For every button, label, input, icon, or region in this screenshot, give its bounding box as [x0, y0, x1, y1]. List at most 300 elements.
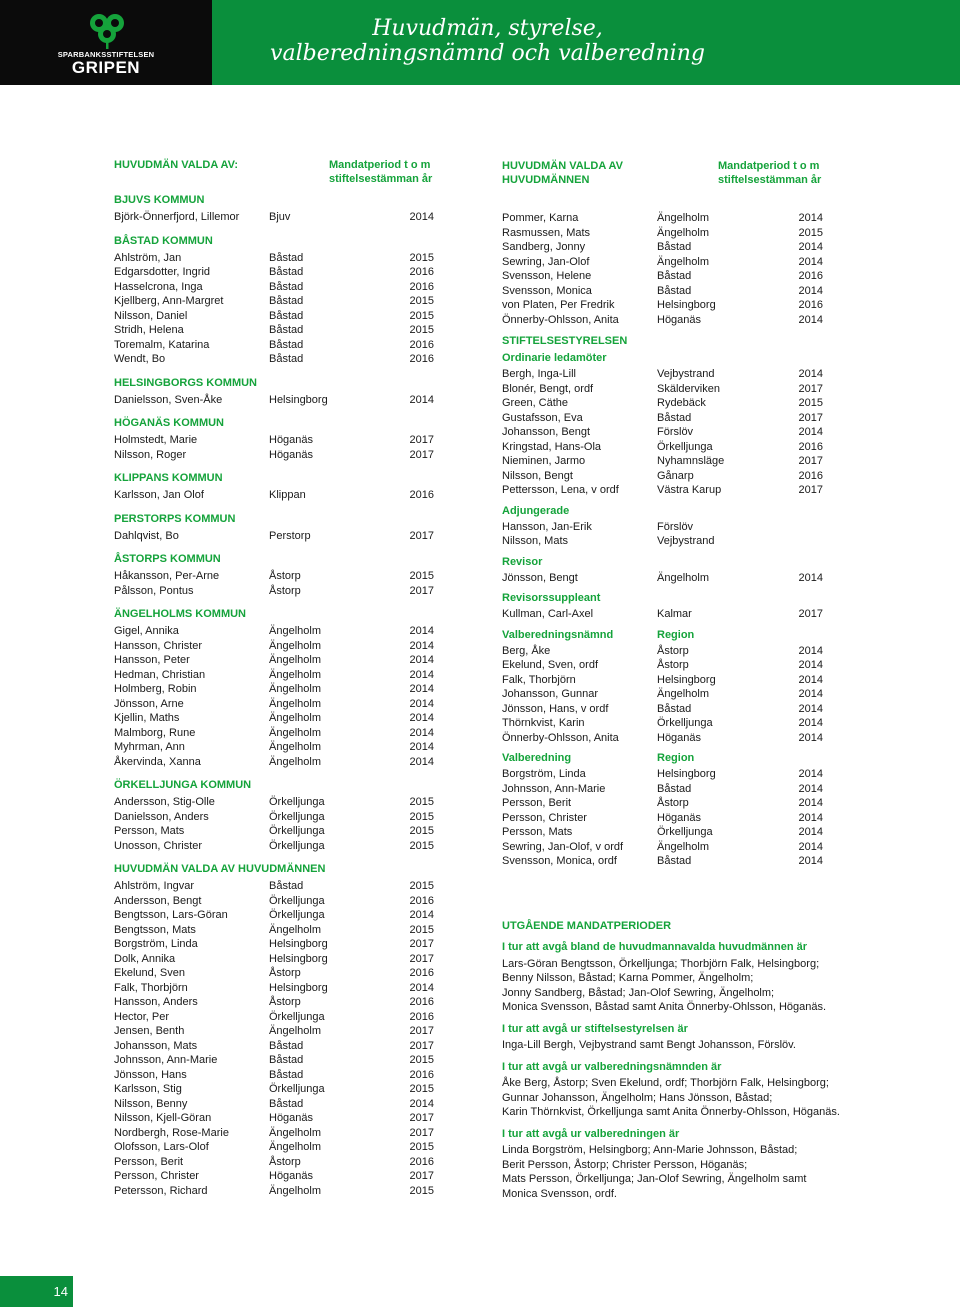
member-place: Helsingborg: [269, 952, 328, 965]
member-year: 2015: [409, 251, 434, 264]
member-year: 2014: [798, 313, 823, 326]
section-title: HUVUDMÄN VALDA AV HUVUDMÄNNEN: [114, 863, 326, 875]
board-title-text: STIFTELSESTYRELSEN: [502, 335, 628, 347]
list-item: [502, 854, 823, 869]
outgoing-heading: I tur att avgå ur valberedningsnämnden är: [502, 1060, 722, 1073]
member-year: 2014: [409, 211, 434, 223]
outgoing-line: Karin Thörnkvist, Örkelljunga samt Anita Önnerby-Ohlsson, Höganäs.: [502, 1106, 840, 1118]
list-item: [114, 981, 434, 996]
member-name: Svensson, Helene: [502, 270, 592, 282]
list-item: [114, 433, 434, 448]
member-year: 2015: [409, 309, 434, 322]
member-year: 2017: [798, 608, 823, 620]
outgoing-heading: I tur att avgå ur valberedningen är: [502, 1127, 680, 1140]
list-item: [114, 448, 434, 463]
section-rows: [114, 488, 434, 503]
group-heading: [502, 349, 823, 367]
group-rows: [502, 607, 823, 622]
list-item: [114, 624, 434, 639]
member-place: Västra Karup: [657, 484, 722, 496]
section-heading: [114, 598, 434, 622]
member-year: 2017: [798, 484, 823, 496]
section-rows: [114, 879, 434, 1198]
member-name: Falk, Thorbjörn: [502, 673, 576, 686]
member-year: 2014: [409, 741, 434, 753]
member-place: Åstorp: [269, 1155, 301, 1168]
member-year: 2014: [798, 644, 823, 657]
group-region-label: Region: [657, 628, 695, 641]
member-year: 2017: [409, 1039, 434, 1052]
list-item: [114, 795, 434, 810]
page-title: [215, 16, 760, 66]
list-item: [114, 810, 434, 825]
group-title: Revisor: [502, 555, 543, 568]
member-year: 2016: [409, 967, 434, 979]
member-place: Ängelholm: [269, 726, 321, 739]
member-place: Ängelholm: [269, 654, 321, 666]
section-heading: [114, 543, 434, 567]
member-name: Danielsson, Sven-Åke: [114, 393, 223, 406]
org-name-line1: SPARBANKSSTIFTELSEN: [57, 50, 155, 59]
member-place: Ängelholm: [269, 1141, 321, 1153]
list-item: [502, 284, 823, 299]
section-heading: [114, 367, 434, 391]
group-heading: [502, 745, 823, 767]
member-place: Ängelholm: [657, 840, 709, 853]
board-title: [502, 329, 823, 349]
member-year: 2014: [798, 659, 823, 671]
member-name: Åkervinda, Xanna: [114, 755, 201, 768]
member-place: Ängelholm: [269, 1184, 321, 1197]
member-year: 2014: [409, 697, 434, 710]
list-item: [114, 1111, 434, 1126]
member-place: Båstad: [657, 782, 692, 795]
list-item: [114, 1126, 434, 1141]
member-year: 2014: [409, 668, 434, 681]
page-title-line2: valberedningsnämnd och valberedning: [270, 41, 705, 66]
member-year: 2017: [409, 952, 434, 965]
member-year: 2016: [409, 280, 434, 293]
member-name: Persson, Christer: [114, 1170, 199, 1182]
outgoing-line: Berit Persson, Åstorp; Christer Persson, Höganäs;: [502, 1158, 748, 1171]
right-header-period-line2: stiftelsestämman år: [718, 174, 822, 186]
list-item: [502, 298, 823, 313]
group-title: Valberedning: [502, 752, 572, 764]
group-title: Adjungerade: [502, 504, 570, 517]
member-year: 2017: [409, 938, 434, 950]
list-item: [502, 571, 823, 586]
member-place: Örkelljunga: [269, 796, 325, 808]
member-place: Åstorp: [269, 996, 301, 1008]
member-name: Nilsson, Benny: [114, 1097, 188, 1110]
list-item: [502, 673, 823, 688]
member-year: 2014: [798, 571, 823, 584]
section-rows: [114, 624, 434, 769]
member-place: Åstorp: [657, 797, 689, 809]
list-item: [114, 639, 434, 654]
member-year: 2015: [409, 923, 434, 936]
member-name: Pålsson, Pontus: [114, 584, 194, 597]
member-place: Helsingborg: [657, 673, 716, 686]
member-name: Hansson, Anders: [114, 996, 198, 1008]
group-rows: [502, 367, 823, 498]
section-rows: [114, 795, 434, 853]
org-name-line2: GRIPEN: [71, 58, 141, 77]
list-item: [114, 294, 434, 309]
outgoing-line: Benny Nilsson, Båstad; Karna Pommer, Ängelholm;: [502, 972, 754, 984]
list-item: [502, 796, 823, 811]
member-name: Wendt, Bo: [114, 353, 166, 365]
member-name: Sewring, Jan-Olof, v ordf: [502, 840, 624, 853]
group-rows: [502, 644, 823, 746]
member-year: 2015: [409, 324, 434, 336]
member-place: Båstad: [269, 880, 304, 892]
list-item: [114, 210, 434, 225]
member-place: Åstorp: [657, 644, 689, 657]
list-item: [114, 251, 434, 266]
member-place: Båstad: [269, 251, 304, 264]
group-region-label: Region: [657, 752, 695, 764]
member-place: Båstad: [269, 338, 304, 351]
list-item: [114, 711, 434, 726]
list-item: [502, 767, 823, 782]
member-year: 2016: [798, 299, 823, 311]
right-header-label-line2: HUVUDMÄNNEN: [502, 174, 590, 186]
outgoing-line: Linda Borgström, Helsingborg; Ann-Marie Johnsson, Båstad;: [502, 1144, 798, 1156]
member-name: Sewring, Jan-Olof: [502, 255, 590, 268]
member-place: Ängelholm: [269, 683, 321, 695]
member-year: 2014: [409, 981, 434, 994]
member-place: Ängelholm: [269, 923, 321, 936]
member-place: Skälderviken: [657, 382, 720, 395]
member-year: 2014: [798, 212, 823, 224]
member-name: Önnerby-Ohlsson, Anita: [502, 313, 619, 326]
member-place: Helsingborg: [269, 393, 328, 406]
member-name: Gigel, Annika: [114, 625, 179, 637]
member-place: Höganäs: [269, 1170, 314, 1182]
outgoing-line: Inga-Lill Bergh, Vejbystrand samt Bengt Johansson, Förslöv.: [502, 1039, 796, 1051]
left-header-period: [329, 158, 432, 186]
member-name: Hansson, Jan-Erik: [502, 520, 592, 533]
member-place: Förslöv: [657, 520, 694, 533]
section-heading: [114, 503, 434, 527]
member-year: 2016: [798, 270, 823, 282]
member-year: 2015: [409, 1054, 434, 1066]
list-item: [502, 255, 823, 270]
outgoing-title: UTGÅENDE MANDATPERIODER: [502, 920, 672, 932]
member-name: Ahlström, Jan: [114, 251, 182, 264]
member-place: Ängelholm: [269, 668, 321, 681]
page-header: [0, 0, 960, 85]
list-item: [502, 367, 823, 382]
member-place: Vejbystrand: [657, 535, 715, 547]
member-year: 2014: [798, 368, 823, 380]
page-number-box: [0, 1276, 73, 1307]
member-year: 2014: [798, 688, 823, 700]
member-year: 2017: [409, 1112, 434, 1124]
member-year: 2015: [798, 397, 823, 409]
member-name: Nieminen, Jarmo: [502, 455, 586, 467]
right-header-period-line1: Mandatperiod t o m: [718, 160, 820, 172]
member-place: Båstad: [269, 324, 304, 336]
member-year: 2016: [409, 1068, 434, 1081]
list-item: [502, 687, 823, 702]
list-item: [114, 908, 434, 923]
member-place: Helsingborg: [657, 768, 716, 780]
member-name: Kullman, Carl-Axel: [502, 608, 594, 620]
list-item: [114, 1140, 434, 1155]
member-place: Örkelljunga: [269, 909, 325, 921]
member-name: Falk, Thorbjörn: [114, 981, 188, 994]
member-year: 2017: [409, 584, 434, 597]
member-year: 2014: [798, 673, 823, 686]
list-item: [114, 740, 434, 755]
member-name: Holmberg, Robin: [114, 683, 197, 695]
member-name: Persson, Mats: [502, 826, 573, 838]
member-year: 2014: [798, 717, 823, 729]
member-name: Kringstad, Hans-Ola: [502, 440, 602, 453]
list-item: [114, 352, 434, 367]
group-title: Valberedningsnämnd: [502, 628, 614, 641]
member-name: Danielsson, Anders: [114, 810, 209, 823]
member-name: Borgström, Linda: [502, 768, 586, 780]
section-title: ÅSTORPS KOMMUN: [114, 553, 221, 565]
list-item: [114, 265, 434, 280]
member-name: Berg, Åke: [502, 644, 551, 657]
list-item: [114, 393, 434, 408]
member-name: Nilsson, Roger: [114, 448, 187, 461]
member-year: 2015: [409, 825, 434, 837]
member-name: Johansson, Mats: [114, 1039, 198, 1052]
list-item: [502, 644, 823, 659]
member-name: Johansson, Bengt: [502, 426, 591, 438]
right-header-label-line1: HUVUDMÄN VALDA AV: [502, 160, 623, 172]
member-name: Björk-Önnerfjord, Lillemor: [114, 211, 240, 223]
member-name: Borgström, Linda: [114, 938, 198, 950]
section-title: KLIPPANS KOMMUN: [114, 472, 223, 484]
member-year: 2017: [798, 382, 823, 395]
member-name: Jönsson, Hans, v ordf: [502, 702, 609, 715]
member-year: 2015: [409, 880, 434, 892]
member-place: Örkelljunga: [269, 839, 325, 852]
member-name: Svensson, Monica, ordf: [502, 855, 617, 867]
member-year: 2016: [409, 1010, 434, 1023]
left-header-period-line2: stiftelsestämman år: [329, 173, 433, 185]
member-year: 2016: [409, 996, 434, 1008]
list-item: [502, 534, 823, 549]
member-year: 2014: [798, 241, 823, 253]
outgoing-line: Mats Persson, Örkelljunga; Jan-Olof Sewring, Ängelholm samt: [502, 1173, 807, 1185]
member-place: Perstorp: [269, 529, 311, 542]
member-name: Karlsson, Jan Olof: [114, 489, 204, 501]
group-heading: [502, 498, 823, 520]
member-place: Åstorp: [269, 967, 301, 979]
right-header-label: [502, 159, 623, 187]
member-place: Åstorp: [657, 659, 689, 671]
list-item: [502, 840, 823, 855]
section-rows: [114, 433, 434, 462]
member-place: Ängelholm: [269, 712, 321, 724]
member-year: 2017: [409, 1025, 434, 1037]
member-place: Rydebäck: [657, 397, 706, 409]
list-item: [114, 338, 434, 353]
board-section: [502, 329, 823, 869]
member-name: Kjellberg, Ann-Margret: [114, 295, 224, 307]
member-name: Persson, Christer: [502, 811, 587, 824]
member-name: Sandberg, Jonny: [502, 241, 586, 253]
list-item: [502, 454, 823, 469]
list-item: [502, 240, 823, 255]
member-name: Andersson, Bengt: [114, 894, 202, 907]
member-name: Unosson, Christer: [114, 839, 203, 852]
list-item: [502, 469, 823, 484]
list-item: [502, 396, 823, 411]
member-place: Ängelholm: [269, 697, 321, 710]
member-name: Persson, Berit: [502, 797, 572, 809]
list-item: [114, 309, 434, 324]
member-place: Ängelholm: [269, 755, 321, 768]
member-year: 2015: [409, 1083, 434, 1095]
member-place: Höganäs: [269, 448, 314, 461]
outgoing-line: Monica Svensson, ordf.: [502, 1187, 617, 1200]
list-item: [502, 313, 823, 328]
list-item: [114, 1169, 434, 1184]
member-place: Örkelljunga: [269, 810, 325, 823]
section-heading: [114, 225, 434, 249]
page-title-line1: Huvudmän, styrelse,: [372, 16, 603, 41]
list-item: [502, 483, 823, 498]
member-name: Bengtsson, Lars-Göran: [114, 909, 228, 921]
member-place: Klippan: [269, 489, 306, 501]
member-name: Persson, Mats: [114, 825, 185, 837]
member-place: Båstad: [269, 309, 304, 322]
member-place: Nyhamnsläge: [657, 455, 725, 467]
member-place: Höganäs: [657, 313, 702, 326]
list-item: [502, 658, 823, 673]
member-place: Örkelljunga: [657, 826, 713, 838]
list-item: [502, 440, 823, 455]
member-year: 2017: [409, 1126, 434, 1139]
member-year: 2014: [409, 755, 434, 768]
member-year: 2017: [409, 1170, 434, 1182]
member-year: 2016: [798, 440, 823, 453]
member-name: Hasselcrona, Inga: [114, 280, 203, 293]
member-name: Rasmussen, Mats: [502, 226, 591, 239]
member-place: Båstad: [657, 855, 692, 867]
member-name: Jensen, Benth: [114, 1025, 185, 1037]
member-place: Örkelljunga: [657, 440, 713, 453]
clover-logo-icon: [86, 10, 128, 50]
member-year: 2014: [798, 768, 823, 780]
outgoing-line: Jonny Sandberg, Båstad; Jan-Olof Sewring, Ängelholm;: [502, 986, 775, 999]
outgoing-heading: I tur att avgå ur stiftelsestyrelsen är: [502, 1022, 688, 1035]
member-year: 2014: [798, 782, 823, 795]
member-place: Båstad: [269, 1054, 304, 1066]
list-item: [114, 697, 434, 712]
member-year: 2014: [409, 712, 434, 724]
member-name: Pommer, Karna: [502, 212, 579, 224]
member-name: Ahlström, Ingvar: [114, 880, 195, 892]
member-year: 2016: [409, 338, 434, 351]
section-title: BJUVS KOMMUN: [114, 194, 205, 206]
section-heading: [114, 407, 434, 431]
list-item: [502, 520, 823, 535]
group-heading: [502, 585, 823, 607]
member-year: 2017: [409, 434, 434, 446]
member-year: 2014: [409, 1097, 434, 1110]
list-item: [502, 716, 823, 731]
list-item: [114, 569, 434, 584]
member-name: Jönsson, Arne: [114, 697, 184, 710]
member-place: Helsingborg: [269, 938, 328, 950]
member-place: Helsingborg: [657, 299, 716, 311]
member-name: Olofsson, Lars-Olof: [114, 1141, 209, 1153]
member-name: Bergh, Inga-Lill: [502, 368, 576, 380]
member-name: Kjellin, Maths: [114, 712, 180, 724]
member-name: Nilsson, Kjell-Göran: [114, 1112, 212, 1124]
list-item: [114, 1039, 434, 1054]
member-name: Myhrman, Ann: [114, 741, 185, 753]
member-place: Ängelholm: [657, 255, 709, 268]
outgoing-line: Åke Berg, Åstorp; Sven Ekelund, ordf; Thorbjörn Falk, Helsingborg;: [502, 1077, 829, 1089]
member-name: Bengtsson, Mats: [114, 923, 196, 936]
member-name: Hansson, Peter: [114, 654, 190, 666]
member-year: 2017: [798, 455, 823, 467]
member-place: Ängelholm: [657, 571, 709, 584]
list-item: [114, 1024, 434, 1039]
member-place: Ängelholm: [269, 1025, 321, 1037]
member-place: Ängelholm: [269, 741, 321, 753]
member-name: Thörnkvist, Karin: [502, 717, 585, 729]
member-year: 2016: [409, 353, 434, 365]
member-place: Båstad: [657, 411, 692, 424]
member-name: Nordbergh, Rose-Marie: [114, 1126, 229, 1139]
left-header-period-line1: Mandatperiod t o m: [329, 159, 431, 171]
member-name: von Platen, Per Fredrik: [502, 299, 615, 311]
logo: [0, 0, 212, 85]
list-item: [502, 411, 823, 426]
member-name: Persson, Berit: [114, 1155, 184, 1168]
member-name: Malmborg, Rune: [114, 726, 196, 739]
member-place: Båstad: [269, 1068, 304, 1081]
list-item: [114, 1184, 434, 1199]
member-place: Ängelholm: [269, 1126, 321, 1139]
member-year: 2015: [409, 796, 434, 808]
member-name: Ekelund, Sven, ordf: [502, 659, 599, 671]
member-year: 2016: [409, 1155, 434, 1168]
section-heading: [114, 853, 434, 877]
member-name: Stridh, Helena: [114, 324, 184, 336]
member-year: 2015: [409, 810, 434, 823]
member-year: 2014: [409, 683, 434, 695]
list-item: [114, 323, 434, 338]
section-title: ÖRKELLJUNGA KOMMUN: [114, 779, 252, 791]
member-name: Nilsson, Bengt: [502, 469, 573, 482]
outgoing-heading: I tur att avgå bland de huvudmannavalda huvudmännen är: [502, 941, 807, 953]
list-item: [502, 211, 823, 226]
member-year: 2014: [409, 625, 434, 637]
member-year: 2015: [798, 226, 823, 239]
member-year: 2014: [409, 726, 434, 739]
left-member-list: [114, 188, 434, 1198]
member-year: 2016: [798, 469, 823, 482]
member-place: Örkelljunga: [657, 717, 713, 729]
outgoing-section: [502, 919, 902, 1201]
list-item: [502, 811, 823, 826]
member-name: Jönsson, Bengt: [502, 571, 578, 584]
member-place: Helsingborg: [269, 981, 328, 994]
member-year: 2015: [409, 295, 434, 307]
